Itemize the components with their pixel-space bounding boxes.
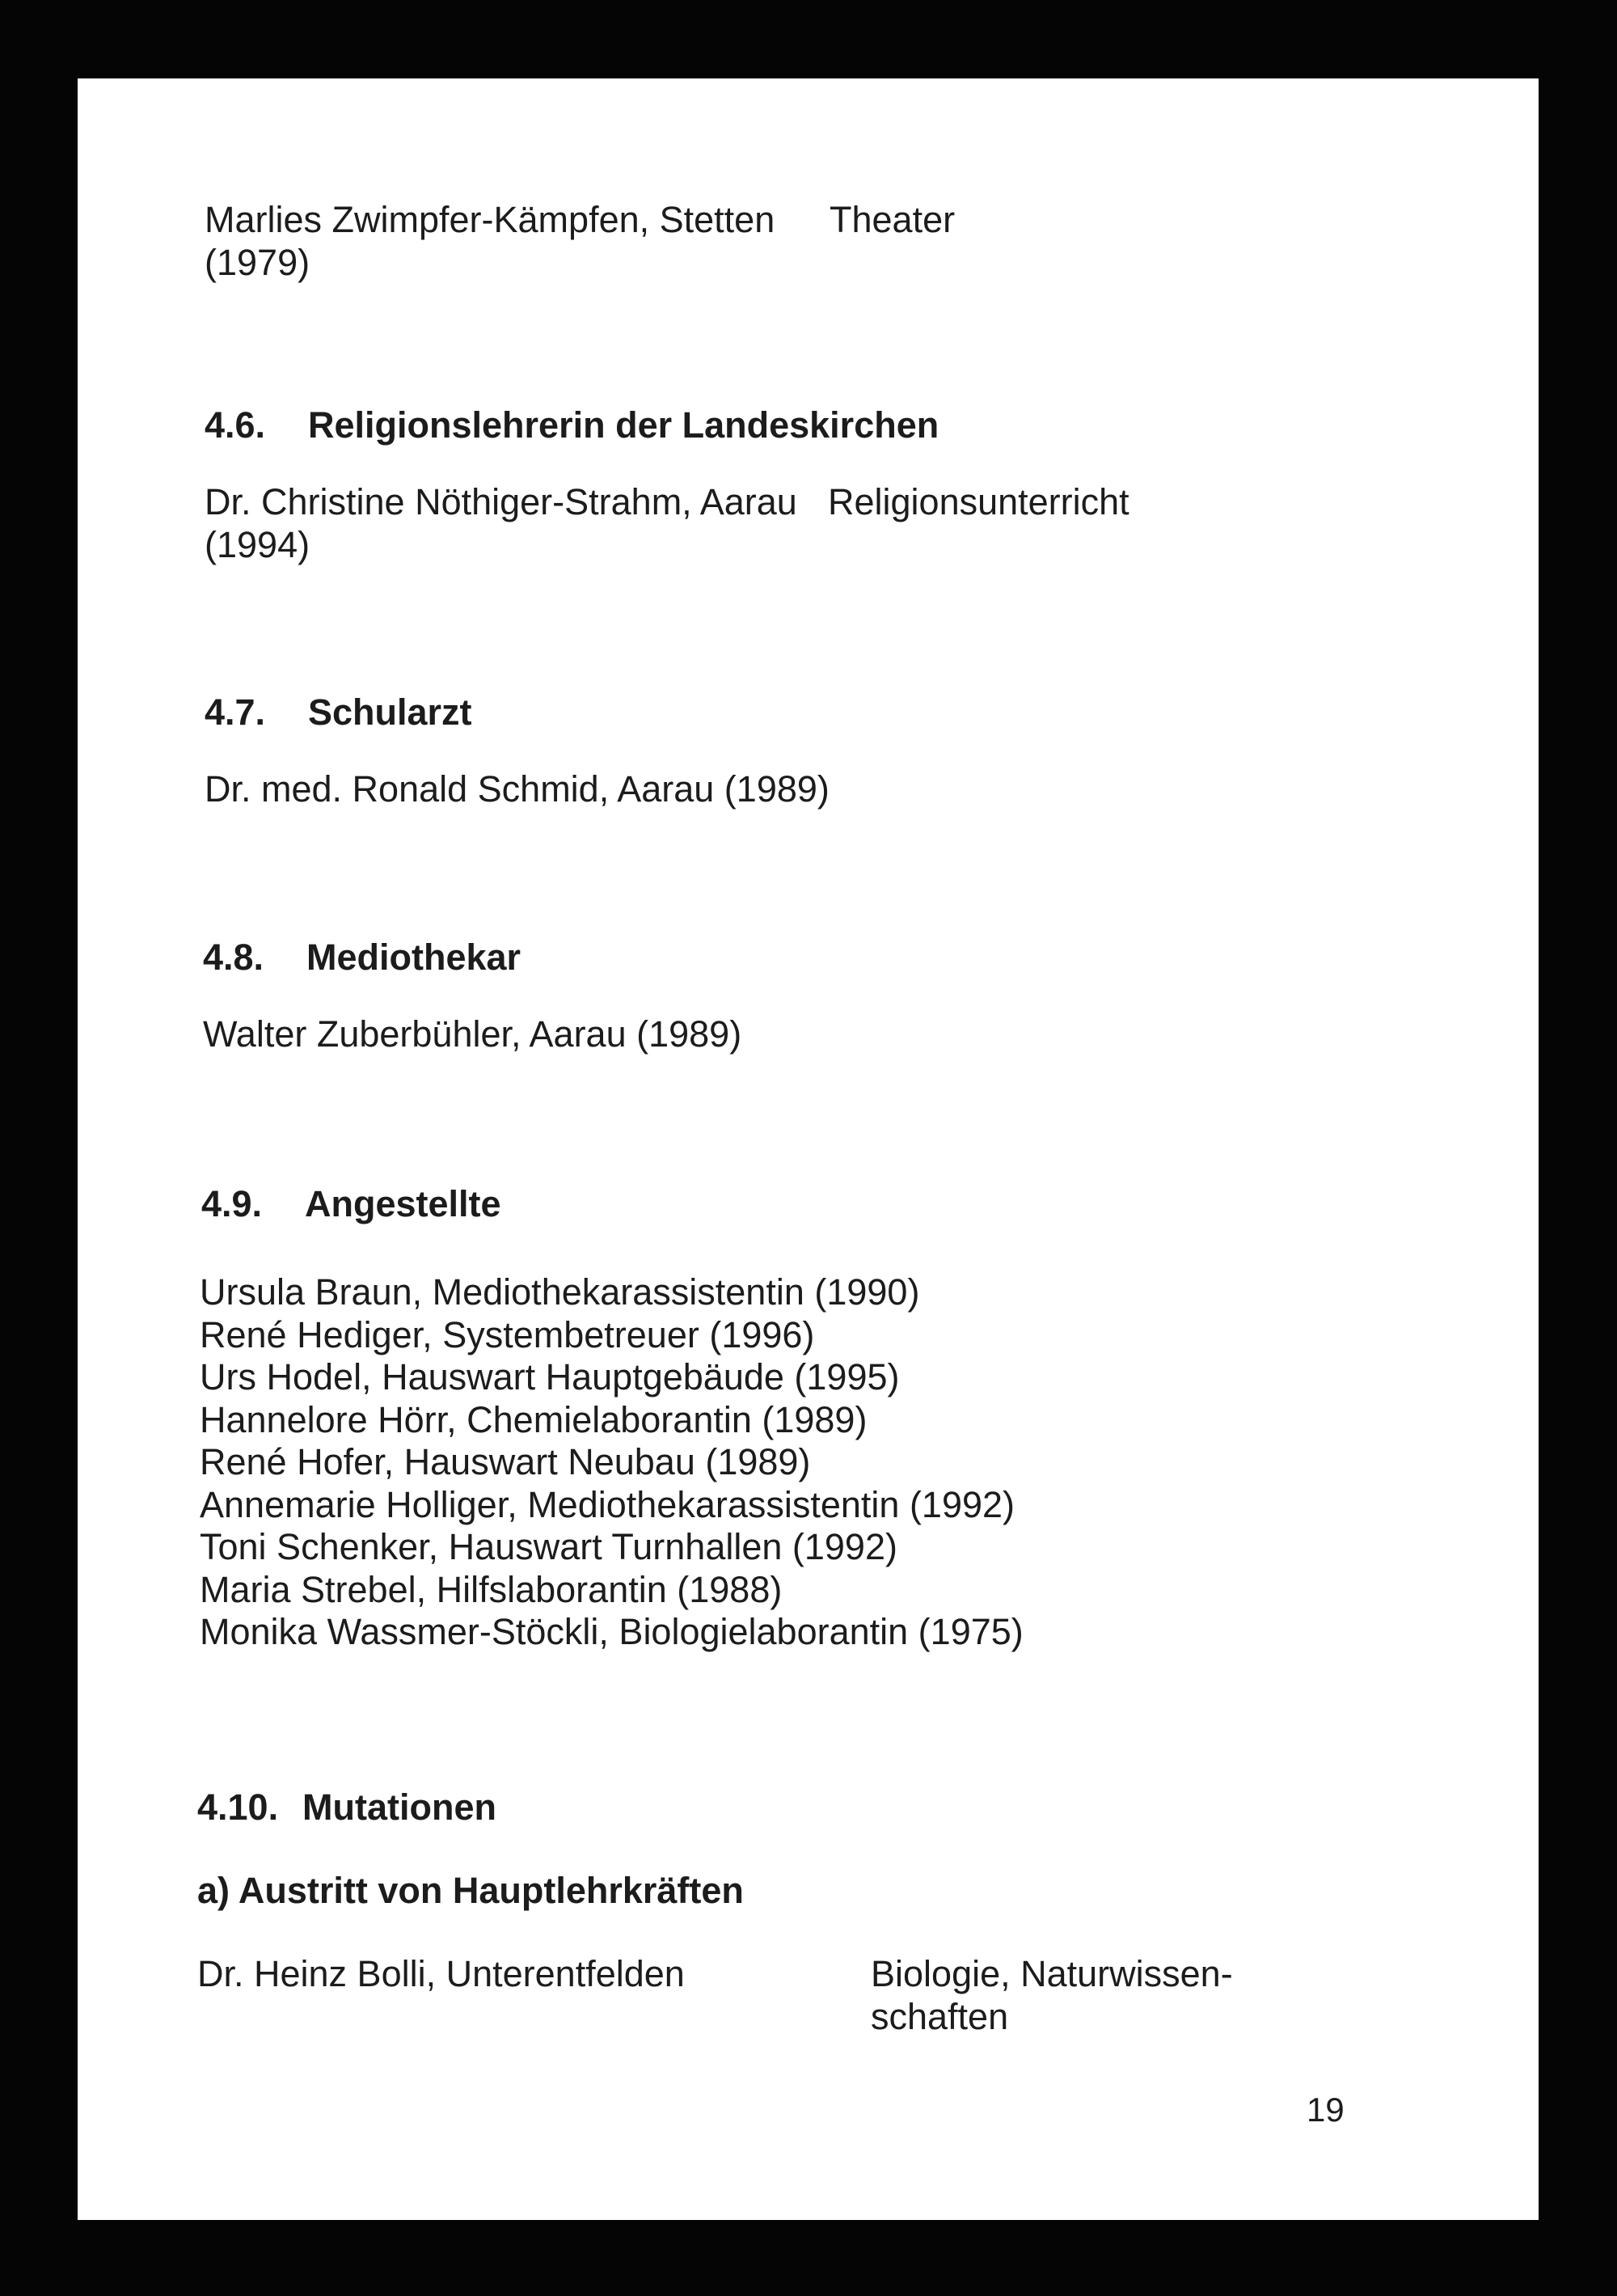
staff-name: Marlies Zwimpfer-Kämpfen, Stetten <box>205 199 775 240</box>
staff-subject: Religionsunterricht <box>828 481 1129 522</box>
section-heading-4-6 <box>205 404 939 446</box>
section-title: Schularzt <box>308 691 472 733</box>
section-heading-4-10 <box>197 1786 496 1829</box>
list-item: Maria Strebel, Hilfslaborantin (1988) <box>200 1568 783 1610</box>
document-page <box>78 78 1539 2220</box>
staff-entry: Walter Zuberbühler, Aarau (1989) <box>203 1013 742 1055</box>
page-number: 19 <box>1307 2091 1345 2129</box>
section-heading-4-8 <box>203 936 521 979</box>
staff-year: (1994) <box>205 524 310 565</box>
list-item: Hannelore Hörr, Chemielaborantin (1989) <box>200 1398 868 1440</box>
section-title: Mutationen <box>302 1786 496 1828</box>
section-title: Religionslehrerin der Landeskirchen <box>308 404 939 446</box>
section-number: 4.10. <box>197 1786 279 1828</box>
section-title: Mediothekar <box>306 937 521 978</box>
list-item: Ursula Braun, Mediothekarassistentin (1990) <box>200 1271 920 1313</box>
staff-subject-line-2: schaften <box>871 1996 1009 2037</box>
list-item: Toni Schenker, Hauswart Turnhallen (1992) <box>200 1526 897 1567</box>
staff-name: Dr. Christine Nöthiger-Strahm, Aarau <box>205 481 797 522</box>
list-item: Urs Hodel, Hauswart Hauptgebäude (1995) <box>200 1356 900 1397</box>
list-item: René Hediger, Systembetreuer (1996) <box>200 1313 815 1355</box>
staff-subject: Theater <box>830 199 956 240</box>
staff-entry: Dr. med. Ronald Schmid, Aarau (1989) <box>205 768 830 810</box>
section-heading-4-7 <box>205 691 472 734</box>
staff-name: Dr. Heinz Bolli, Unterentfelden <box>197 1953 685 1994</box>
staff-year: (1979) <box>205 242 310 283</box>
staff-subject-line-1: Biologie, Naturwissen- <box>871 1953 1233 1994</box>
section-title: Angestellte <box>305 1183 501 1224</box>
staff-list <box>200 1271 1024 1654</box>
section-number: 4.7. <box>205 691 266 733</box>
subheading-austritt: a) Austritt von Hauptlehrkräften <box>197 1870 744 1911</box>
list-item: Annemarie Holliger, Mediothekarassistentin (1992) <box>200 1483 1015 1525</box>
section-number: 4.8. <box>203 937 264 978</box>
list-item: Monika Wassmer-Stöckli, Biologielaborantin (1975) <box>200 1611 1024 1652</box>
list-item: René Hofer, Hauswart Neubau (1989) <box>200 1441 811 1482</box>
section-number: 4.9. <box>201 1183 263 1224</box>
section-number: 4.6. <box>205 404 266 446</box>
section-heading-4-9 <box>201 1182 501 1225</box>
